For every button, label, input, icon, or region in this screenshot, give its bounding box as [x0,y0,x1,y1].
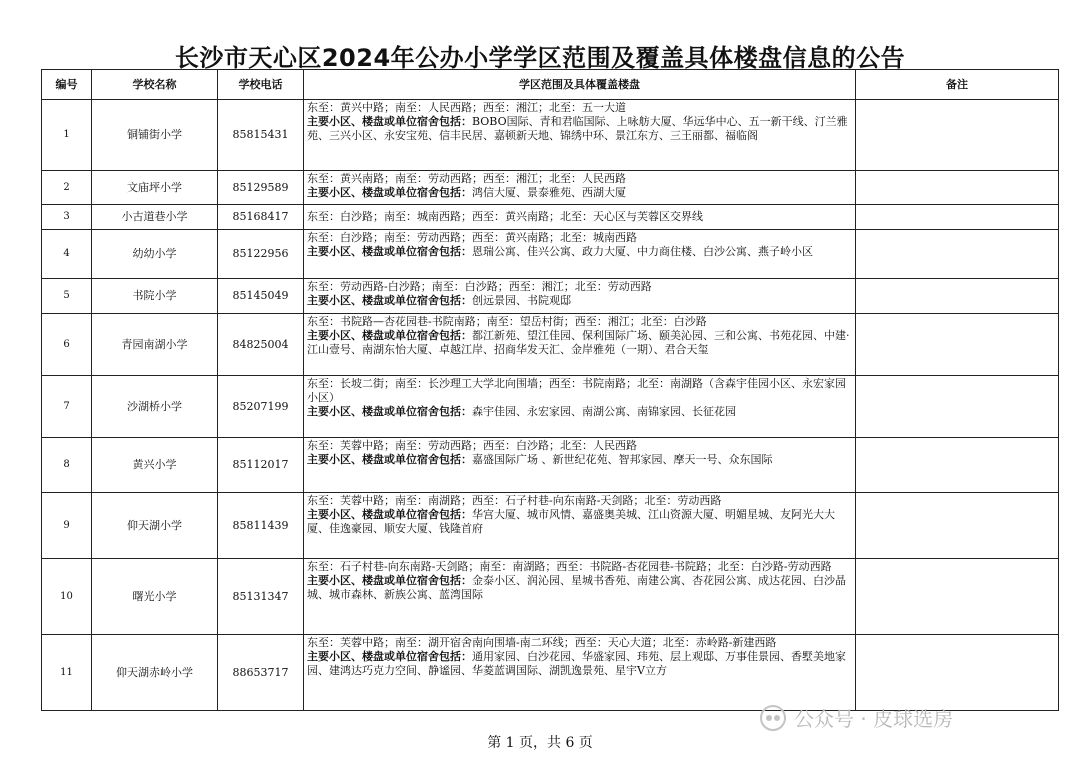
cell-district-area [304,205,856,230]
cell-no: 8 [42,438,92,493]
complex-text: 金泰小区、润沁园、星城书香苑、南建公寓、杏花园公寓、成达花园、白沙晶城、城市森林、新族公寓、蓝湾国际 [307,574,846,601]
boundary-text: 东至：石子村巷-向东南路-天剑路；南至：南湖路；西至：书院路-杏花园巷-书院路；北至：白沙路-劳动西路 [307,560,832,573]
complex-list [307,453,852,467]
cell-no: 5 [42,279,92,314]
complex-text: 森宇佳园、永宏家园、南湖公寓、南锦家园、长征花园 [472,405,736,418]
table-row [42,493,1059,559]
boundary-text: 东至：白沙路；南至：城南西路；西至：黄兴南路；北至：天心区与芙蓉区交界线 [307,210,703,223]
page-footer: 第 1 页，共 6 页 [487,735,593,751]
cell-note [856,376,1059,438]
cell-school-phone: 85815431 [218,100,304,171]
boundary-text: 东至：白沙路；南至：劳动西路；西至：黄兴南路；北至：城南西路 [307,231,637,244]
cell-district-area [304,376,856,438]
cell-note [856,559,1059,635]
cell-school-name: 书院小学 [92,279,218,314]
header-note: 备注 [856,70,1059,100]
cell-note [856,100,1059,171]
cell-district-area [304,100,856,171]
cell-school-phone: 88653717 [218,635,304,711]
boundary-text: 东至：芙蓉中路；南至：劳动西路；西至：白沙路；北至：人民西路 [307,439,637,452]
cell-school-name: 幼幼小学 [92,230,218,279]
boundary-text: 东至：书院路—杏花园巷-书院南路；南至：望岳村街；西至：湘江；北至：白沙路 [307,315,707,328]
cell-school-phone: 85207199 [218,376,304,438]
cell-no: 7 [42,376,92,438]
cell-school-phone: 85145049 [218,279,304,314]
table-row [42,559,1059,635]
complex-label: 主要小区、楼盘或单位宿舍包括： [307,508,472,521]
complex-label: 主要小区、楼盘或单位宿舍包括： [307,574,472,587]
table-row [42,376,1059,438]
header-no: 编号 [42,70,92,100]
cell-note [856,171,1059,205]
complex-text: 华宫大厦、城市风情、嘉盛奥美城、江山资源大厦、明媚星城、友阿光大大厦、佳逸豪园、顺安大厦、钱隆首府 [307,508,835,535]
table-row [42,230,1059,279]
cell-note [856,205,1059,230]
complex-text: BOBO国际、青和君临国际、上咏舫大厦、华远华中心、五一新干线、汀兰雅苑、三兴小区、永安宝苑、信丰民居、嘉顿新天地、锦绣中环、景江东方、三王丽都、福临阁 [307,115,848,142]
cell-district-area [304,493,856,559]
cell-school-phone: 84825004 [218,314,304,376]
cell-school-name: 黄兴小学 [92,438,218,493]
cell-district-area [304,559,856,635]
cell-district-area [304,279,856,314]
complex-list [307,508,852,536]
cell-school-name: 仰天湖小学 [92,493,218,559]
cell-school-name: 沙湖桥小学 [92,376,218,438]
table-header-row [42,70,1059,100]
complex-label: 主要小区、楼盘或单位宿舍包括： [307,329,472,342]
complex-text: 嘉盛国际广场 、新世纪花苑、智邦家园、摩天一号、众东国际 [472,453,773,466]
cell-no: 9 [42,493,92,559]
complex-label: 主要小区、楼盘或单位宿舍包括： [307,294,472,307]
boundary-text: 东至：长坡二街；南至：长沙理工大学北向围墙；西至：书院南路；北至：南湖路（含森宇佳园小区、永宏家园小区） [307,377,846,404]
school-district-table [41,69,1059,711]
complex-label: 主要小区、楼盘或单位宿舍包括： [307,453,472,466]
cell-note [856,635,1059,711]
cell-no: 1 [42,100,92,171]
cell-school-name: 仰天湖赤岭小学 [92,635,218,711]
complex-list [307,650,852,678]
complex-list [307,294,852,308]
header-district-area: 学区范围及具体覆盖楼盘 [304,70,856,100]
cell-district-area [304,438,856,493]
table-row [42,279,1059,314]
cell-district-area [304,171,856,205]
cell-note [856,314,1059,376]
table-row [42,100,1059,171]
cell-school-phone: 85811439 [218,493,304,559]
cell-school-phone: 85122956 [218,230,304,279]
cell-district-area [304,314,856,376]
boundary-text: 东至：劳动西路-白沙路；南至：白沙路；西至：湘江；北至：劳动西路 [307,280,652,293]
cell-school-name: 文庙坪小学 [92,171,218,205]
cell-district-area [304,635,856,711]
complex-list [307,245,852,259]
complex-text: 通用家园、白沙花园、华盛家园、玮苑、层上观邸、万事佳景园、香墅美地家园、建鸿达巧克力空间、静谧园、华菱蓝调国际、湖凯逸景苑、星宇V立方 [307,650,846,677]
complex-label: 主要小区、楼盘或单位宿舍包括： [307,650,472,663]
cell-school-phone: 85112017 [218,438,304,493]
table-row [42,171,1059,205]
header-school-phone: 学校电话 [218,70,304,100]
cell-no: 11 [42,635,92,711]
cell-note [856,438,1059,493]
cell-no: 2 [42,171,92,205]
cell-no: 10 [42,559,92,635]
watermark-text: 公众号 · 皮球选房 [794,707,954,731]
complex-list [307,405,852,419]
cell-no: 6 [42,314,92,376]
cell-district-area [304,230,856,279]
cell-note [856,230,1059,279]
cell-no: 3 [42,205,92,230]
complex-label: 主要小区、楼盘或单位宿舍包括： [307,245,472,258]
cell-note [856,493,1059,559]
complex-list [307,186,852,200]
complex-text: 恩瑞公寓、佳兴公寓、政力大厦、中力商住楼、白沙公寓、燕子岭小区 [472,245,813,258]
table-row [42,635,1059,711]
cell-note [856,279,1059,314]
cell-school-name: 小古道巷小学 [92,205,218,230]
boundary-text: 东至：芙蓉中路；南至：湖开宿舍南向围墙-南二环线；西至：天心大道；北至：赤岭路-新建西路 [307,636,777,649]
complex-label: 主要小区、楼盘或单位宿舍包括： [307,405,472,418]
cell-school-phone: 85131347 [218,559,304,635]
complex-list [307,115,852,143]
cell-no: 4 [42,230,92,279]
header-school-name: 学校名称 [92,70,218,100]
boundary-text: 东至：黄兴南路；南至：劳动西路；西至：湘江；北至：人民西路 [307,172,626,185]
boundary-text: 东至：黄兴中路；南至：人民西路；西至：湘江；北至：五一大道 [307,101,626,114]
complex-list [307,329,852,357]
watermark [760,703,953,732]
complex-text: 创远景园、书院观邸 [472,294,571,307]
cell-school-phone: 85129589 [218,171,304,205]
table-row [42,314,1059,376]
complex-text: 鸿信大厦、景泰雅苑、西湖大厦 [472,186,626,199]
cell-school-phone: 85168417 [218,205,304,230]
complex-list [307,574,852,602]
cell-school-name: 曙光小学 [92,559,218,635]
wechat-icon [760,705,786,731]
complex-label: 主要小区、楼盘或单位宿舍包括： [307,115,472,128]
document-title: 长沙市天心区2024年公办小学学区范围及覆盖具体楼盘信息的公告 [174,44,906,72]
complex-label: 主要小区、楼盘或单位宿舍包括： [307,186,472,199]
boundary-text: 东至：芙蓉中路；南至：南湖路；西至：石子村巷-向东南路-天剑路；北至：劳动西路 [307,494,722,507]
table-row [42,438,1059,493]
complex-text: 都江新苑、望江佳园、保利国际广场、颐美沁园、三和公寓、书苑花园、中建·江山壹号、南湖东怡大厦、卓越江岸、招商华发天汇、金岸雅苑（一期）、君合天玺 [307,329,850,356]
cell-school-name: 青园南湖小学 [92,314,218,376]
table-row [42,205,1059,230]
cell-school-name: 铜铺街小学 [92,100,218,171]
